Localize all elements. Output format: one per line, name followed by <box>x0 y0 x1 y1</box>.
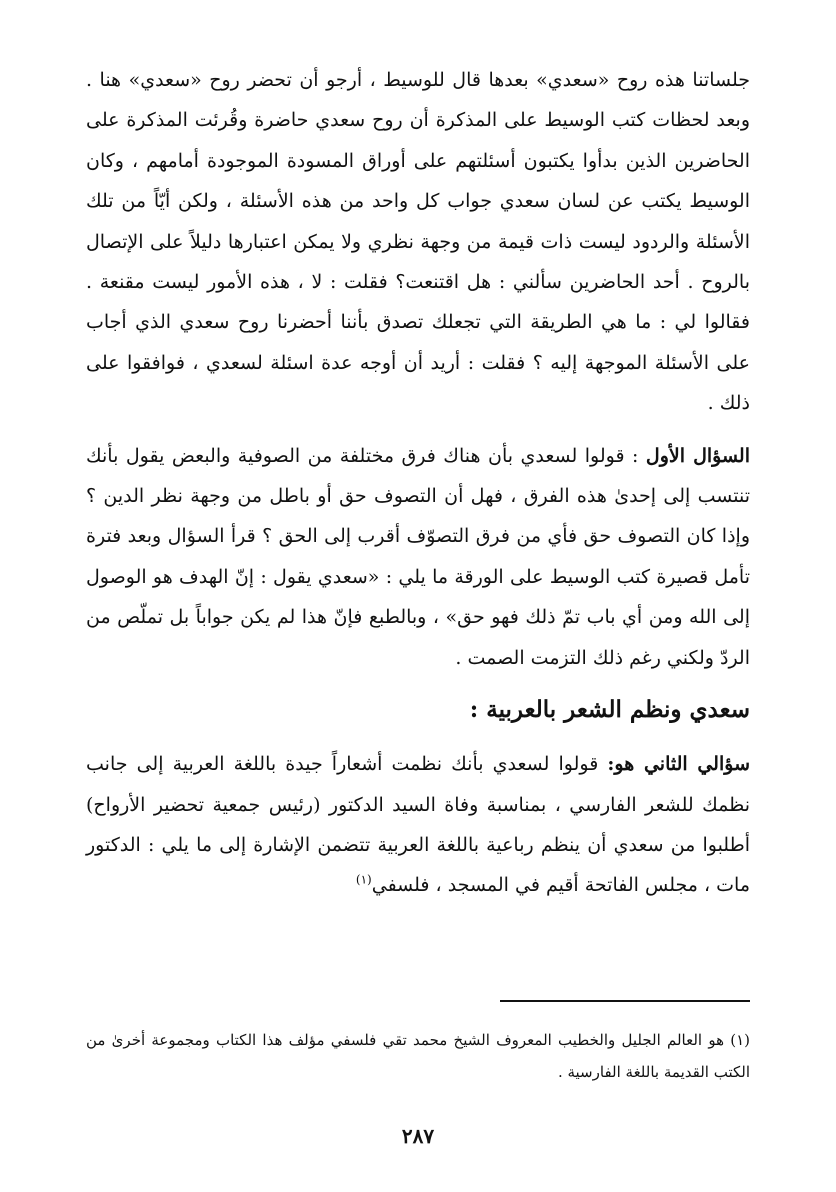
second-question-label: سؤالي الثاني هو: <box>607 753 750 776</box>
section-heading: سعدي ونظم الشعر بالعربية : <box>469 696 750 724</box>
page-number: ٢٨٧ <box>401 1124 435 1148</box>
main-text <box>86 60 750 918</box>
footnote-divider <box>500 1000 750 1002</box>
paragraph-second-question <box>86 744 750 906</box>
second-question-text: قولوا لسعدي بأنك نظمت أشعاراً جيدة باللغة العربية إلى جانب نظمك للشعر الفارسي ، بمناسبة وفاة السيد الدكتور (رئيس جمعية تحضير الأرواح) أطلبوا من سعدي أن ينظم رباعية باللغة العربية تتضمن الإشارة إلى ما يلي : الدكتور مات ، مجلس الفاتحة أقيم في المسجد ، فلسفي <box>86 753 750 897</box>
paragraph-seance-intro: جلساتنا هذه روح «سعدي» بعدها قال للوسيط ، أرجو أن تحضر روح «سعدي» هنا . وبعد لحظات كتب الوسيط على المذكرة أن روح سعدي حاضرة وقُرئت المذكرة على الحاضرين الذين بدأوا يكتبون أسئلتهم على أوراق المسودة الموجودة أمامهم ، وكان الوسيط يكتب عن لسان سعدي جواب كل واحد من هذه الأسئلة ، ولكن أيّاً من تلك الأسئلة والردود ليست ذات قيمة من وجهة نظري ولا يمكن اعتبارها دليلاً على الإتصال بالروح . أحد الحاضرين سألني : هل اقتنعت؟ فقلت : لا ، هذه الأمور ليست مقنعة . فقالوا لي : ما هي الطريقة التي تجعلك تصدق بأننا أحضرنا روح سعدي الذي أجاب على الأسئلة الموجهة إليه ؟ فقلت : أريد أن أوجه عدة اسئلة لسعدي ، فوافقوا على ذلك . <box>86 69 750 415</box>
footnote-marker: (١) <box>355 872 372 887</box>
first-question-text: : قولوا لسعدي بأن هناك فرق مختلفة من الصوفية والبعض يقول بأنك تنتسب إلى إحدىٰ هذه الفرق ، فهل أن التصوف حق أو باطل من وجهة نظر الدين ؟ وإذا كان التصوف حق فأي من فرق التصوّف أقرب إلى الحق ؟ قرأ السؤال وبعد فترة تأمل قصيرة كتب الوسيط على الورقة ما يلي : «سعدي يقول : إنّ الهدف هو الوصول إلى الله ومن أي باب تمّ ذلك فهو حق» ، وبالطبع فإنّ هذا لم يكن جواباً بل تملّص من الردّ ولكني رغم ذلك التزمت الصمت . <box>86 444 750 669</box>
first-question-label: السؤال الأول <box>645 444 750 467</box>
paragraph-first-question <box>86 436 750 678</box>
footnote: (١) هو العالم الجليل والخطيب المعروف الشيخ محمد تقي فلسفي مؤلف هذا الكتاب ومجموعة أخرىٰ من الكتب القديمة باللغة الفارسية . <box>86 1031 750 1081</box>
